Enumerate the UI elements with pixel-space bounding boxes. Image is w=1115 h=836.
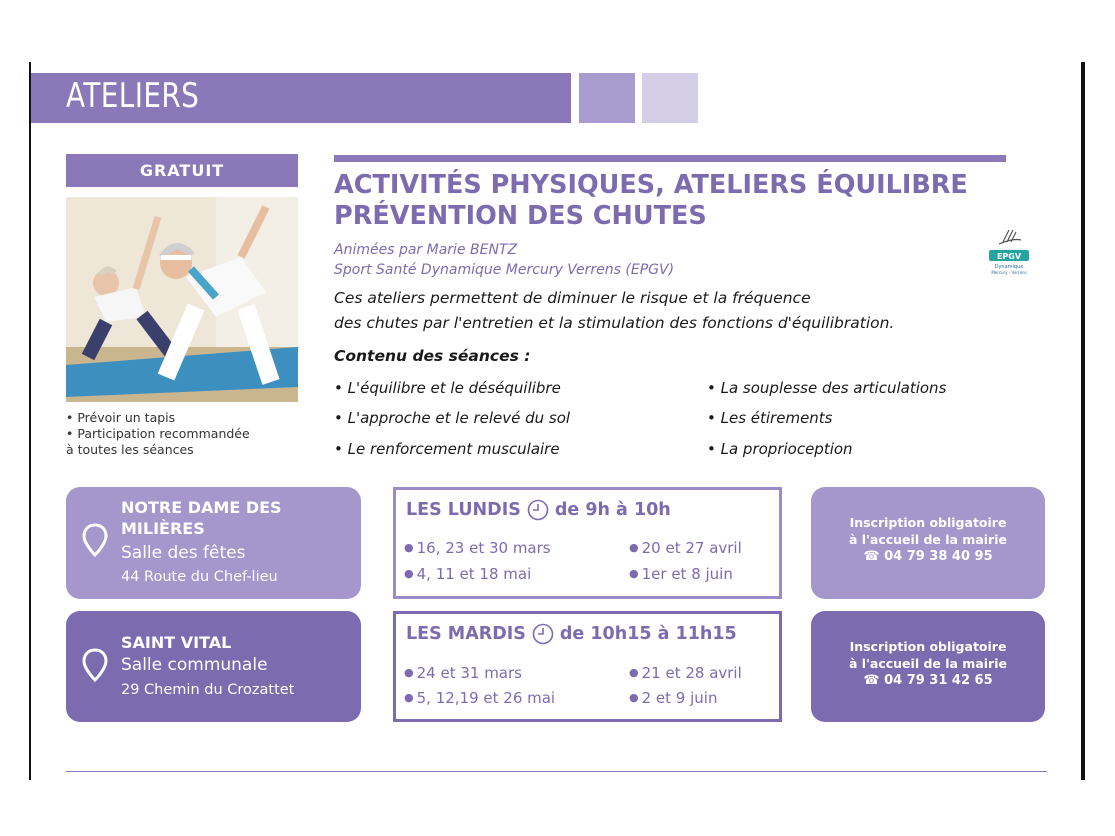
schedule-heading	[406, 499, 671, 521]
schedule-card-mondays	[393, 487, 782, 599]
schedule-time: de 9h à 10h	[554, 500, 671, 520]
logo-sub: Dynamique	[994, 264, 1024, 270]
exercise-photo	[66, 197, 298, 402]
phone-icon: ☎	[863, 549, 880, 564]
clock-icon	[532, 623, 554, 645]
activity-description	[334, 286, 1074, 336]
content-item: • La souplesse des articulations	[707, 379, 947, 397]
schedule-date: ● 1er et 8 juin	[629, 565, 733, 583]
note-item: à toutes les séances	[66, 442, 194, 457]
schedule-time: de 10h15 à 11h15	[559, 624, 737, 644]
location-pin-icon	[82, 648, 108, 682]
logo-text: EPGV	[996, 252, 1022, 261]
schedule-day: LES MARDIS	[406, 624, 526, 644]
exercise-photo-illustration	[66, 197, 298, 402]
page-edge-right	[1081, 62, 1085, 780]
registration-card-notre-dame	[811, 487, 1045, 599]
description-line: Ces ateliers permettent de diminuer le risque et la fréquence	[334, 289, 811, 307]
registration-text: à l'accueil de la mairie	[849, 532, 1007, 547]
registration-phone: ☎ 04 79 38 40 95	[863, 549, 993, 564]
logo-sub2: Mercury - Verrens	[991, 270, 1027, 275]
free-badge: GRATUIT	[66, 154, 298, 187]
schedule-date: ● 20 et 27 avril	[629, 539, 742, 557]
registration-text: à l'accueil de la mairie	[849, 656, 1007, 671]
registration-phone: ☎ 04 79 31 42 65	[863, 673, 993, 688]
location-address: 29 Chemin du Crozattet	[121, 682, 295, 698]
location-address: 44 Route du Chef-lieu	[121, 569, 278, 585]
registration-text: Inscription obligatoire	[849, 515, 1007, 530]
notes-list	[66, 410, 316, 458]
activity-title	[334, 170, 1014, 232]
organisation-text: Sport Santé Dynamique Mercury Verrens (EPGV)	[334, 262, 675, 278]
schedule-date: ● 16, 23 et 30 mars	[404, 539, 551, 557]
banner-square-light	[642, 73, 698, 123]
location-card-notre-dame	[66, 487, 361, 599]
location-pin-icon	[82, 523, 108, 557]
description-line: des chutes par l'entretien et la stimulation des fonctions d'équilibration.	[334, 314, 895, 332]
content-item: • L'approche et le relevé du sol	[334, 409, 571, 427]
schedule-heading	[406, 623, 737, 645]
schedule-date: ● 2 et 9 juin	[629, 689, 718, 707]
schedule-card-tuesdays	[393, 611, 782, 722]
animator-text: Animées par Marie BENTZ	[334, 242, 518, 258]
note-item: • Participation recommandée	[66, 426, 250, 441]
title-rule	[334, 155, 1006, 162]
activity-title-line2: PRÉVENTION DES CHUTES	[334, 201, 707, 231]
activity-title-line1: ACTIVITÉS PHYSIQUES, ATELIERS ÉQUILIBRE	[334, 170, 968, 200]
epgv-logo	[981, 226, 1037, 278]
schedule-date: ● 21 et 28 avril	[629, 664, 742, 682]
content-item: • Le renforcement musculaire	[334, 440, 560, 458]
clock-icon	[527, 499, 549, 521]
location-hall: Salle des fêtes	[121, 543, 246, 563]
schedule-date: ● 5, 12,19 et 26 mai	[404, 689, 556, 707]
location-name: SAINT VITAL	[121, 633, 232, 652]
content-item: • L'équilibre et le déséquilibre	[334, 379, 561, 397]
schedule-date: ● 4, 11 et 18 mai	[404, 565, 532, 583]
note-item: • Prévoir un tapis	[66, 410, 176, 425]
content-heading: Contenu des séances :	[334, 347, 531, 365]
banner-square-medium	[579, 73, 635, 123]
registration-card-saint-vital	[811, 611, 1045, 722]
phone-icon: ☎	[863, 673, 880, 688]
bottom-rule	[66, 771, 1047, 772]
epgv-logo-icon	[981, 226, 1037, 278]
page-edge-left	[29, 62, 31, 780]
activity-subtitle	[334, 240, 674, 280]
registration-text: Inscription obligatoire	[849, 639, 1007, 654]
section-title: ATELIERS	[66, 76, 200, 116]
location-name: MILIÈRES	[121, 519, 205, 538]
location-name: NOTRE DAME DES	[121, 498, 282, 517]
content-item: • La proprioception	[707, 440, 853, 458]
location-card-saint-vital	[66, 611, 361, 722]
content-item: • Les étirements	[707, 409, 833, 427]
schedule-day: LES LUNDIS	[406, 500, 521, 520]
schedule-date: ● 24 et 31 mars	[404, 664, 522, 682]
location-hall: Salle communale	[121, 655, 268, 675]
